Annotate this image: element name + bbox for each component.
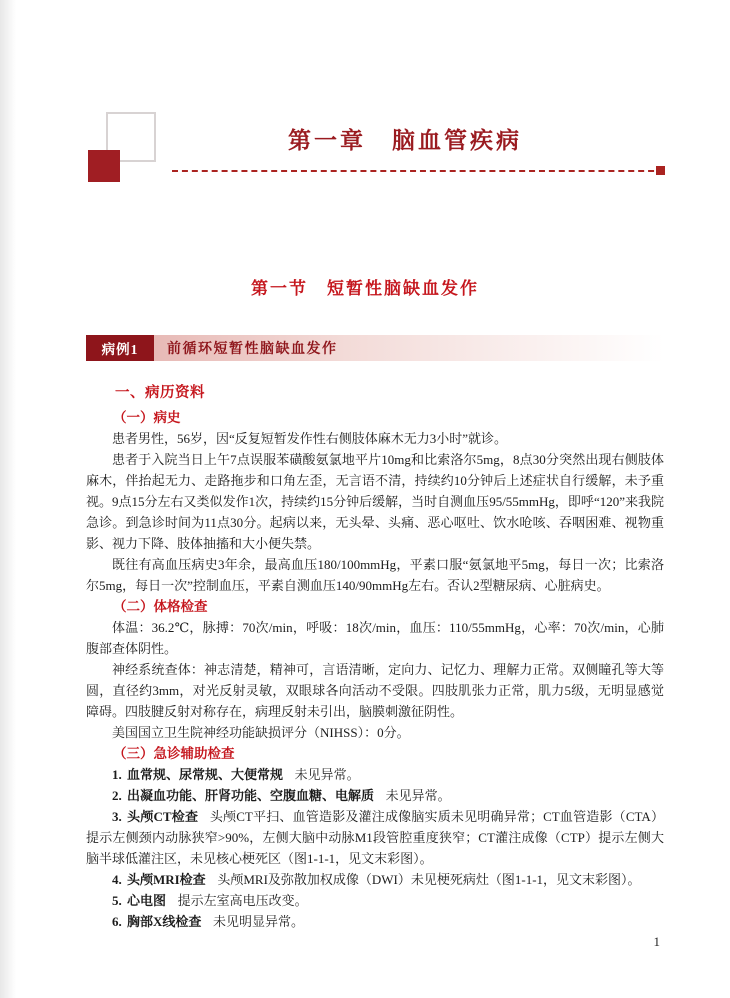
list-item-5 [86, 890, 664, 911]
item-text: 提示左室高电压改变。 [177, 893, 308, 908]
item-label: 胸部X线检查 [126, 914, 202, 929]
item-text: 未见明显异常。 [213, 914, 305, 929]
heading-medical-record: 一、病历资料 [115, 385, 205, 401]
item-text: 头颅MRI及弥散加权成像（DWI）未见梗死病灶（图1-1-1，见文末彩图）。 [217, 872, 641, 887]
list-item-2 [86, 785, 664, 806]
chapter-title: 第一章 脑血管疾病 [288, 128, 522, 153]
item-label: 头颅CT检查 [126, 809, 199, 824]
paragraph-exam-2: 神经系统查体：神志清楚，精神可，言语清晰，定向力、记忆力、理解力正常。双侧瞳孔等大等圆，直径约3mm，对光反射灵敏，双眼球各向活动不受限。四肢肌张力正常，肌力5级，无明显感觉障碍。四肢腱反射对称存在，病理反射未引出，脑膜刺激征阴性。 [86, 662, 664, 719]
list-item-3 [86, 806, 664, 869]
decor-end-square [656, 166, 665, 175]
subheading-physical-exam: （二）体格检查 [113, 599, 208, 614]
section-title: 第一节 短暂性脑缺血发作 [251, 279, 479, 298]
item-text: 未见异常。 [385, 788, 451, 803]
item-label: 头颅MRI检查 [126, 872, 206, 887]
subheading-history: （一）病史 [113, 410, 181, 425]
list-item-6 [86, 911, 664, 932]
paragraph-history-1: 患者男性，56岁，因“反复短暂发作性右侧肢体麻木无力3小时”就诊。 [112, 431, 508, 446]
page-number: 1 [653, 934, 660, 949]
item-label: 血常规、尿常规、大便常规 [126, 767, 283, 782]
case-title: 前循环短暂性脑缺血发作 [167, 342, 338, 357]
item-label: 出凝血功能、肝肾功能、空腹血糖、电解质 [126, 788, 374, 803]
chapter-header [86, 116, 664, 182]
subheading-emergency-tests: （三）急诊辅助检查 [113, 746, 235, 761]
item-number: 4. [112, 872, 122, 887]
paragraph-history-3: 既往有高血压病史3年余，最高血压180/100mmHg，平素口服“氨氯地平5mg，每日一次；比索洛尔5mg，每日一次”控制血压，平素自测血压140/90mmHg左右。否认2型糖尿病、心脏病史。 [86, 557, 664, 593]
item-label: 心电图 [126, 893, 166, 908]
list-item-4 [86, 869, 664, 890]
case-banner [86, 335, 664, 361]
paragraph-exam-3: 美国国立卫生院神经功能缺损评分（NIHSS）：0分。 [112, 725, 410, 740]
list-item-1 [86, 764, 664, 785]
item-text: 头颅CT平扫、血管造影及灌注成像脑实质未见明确异常；CT血管造影（CTA）提示左侧颈内动脉狭窄>90%，左侧大脑中动脉M1段管腔重度狭窄；CT灌注成像（CTP）提示左侧大脑半球低灌注区，未见核心梗死区（图1-1-1，见文末彩图）。 [86, 809, 664, 866]
decor-filled-square [88, 150, 120, 182]
item-number: 6. [112, 914, 122, 929]
page-edge-shadow [0, 0, 16, 998]
case-badge: 病例1 [86, 335, 154, 361]
paragraph-exam-1: 体温：36.2℃，脉搏：70次/min，呼吸：18次/min，血压：110/55mmHg，心率：70次/min，心肺腹部查体阴性。 [86, 620, 664, 656]
item-number: 3. [112, 809, 122, 824]
item-number: 2. [112, 788, 122, 803]
item-number: 5. [112, 893, 122, 908]
decor-dashed-line [172, 170, 664, 172]
item-number: 1. [112, 767, 122, 782]
item-text: 未见异常。 [294, 767, 360, 782]
body-text [86, 383, 664, 932]
paragraph-history-2: 患者于入院当日上午7点误服苯磺酸氨氯地平片10mg和比索洛尔5mg，8点30分突然出现右侧肢体麻木，伴抬起无力、走路拖步和口角左歪，无言语不清，持续约10分钟后上述症状自行缓解，未予重视。9点15分左右又类似发作1次，持续约15分钟后缓解，当时自测血压95/55mmHg，即呼“120”来我院急诊。到急诊时间为11点30分。起病以来，无头晕、头痛、恶心呕吐、饮水呛咳、吞咽困难、视物重影、视力下降、肢体抽搐和大小便失禁。 [86, 452, 664, 551]
